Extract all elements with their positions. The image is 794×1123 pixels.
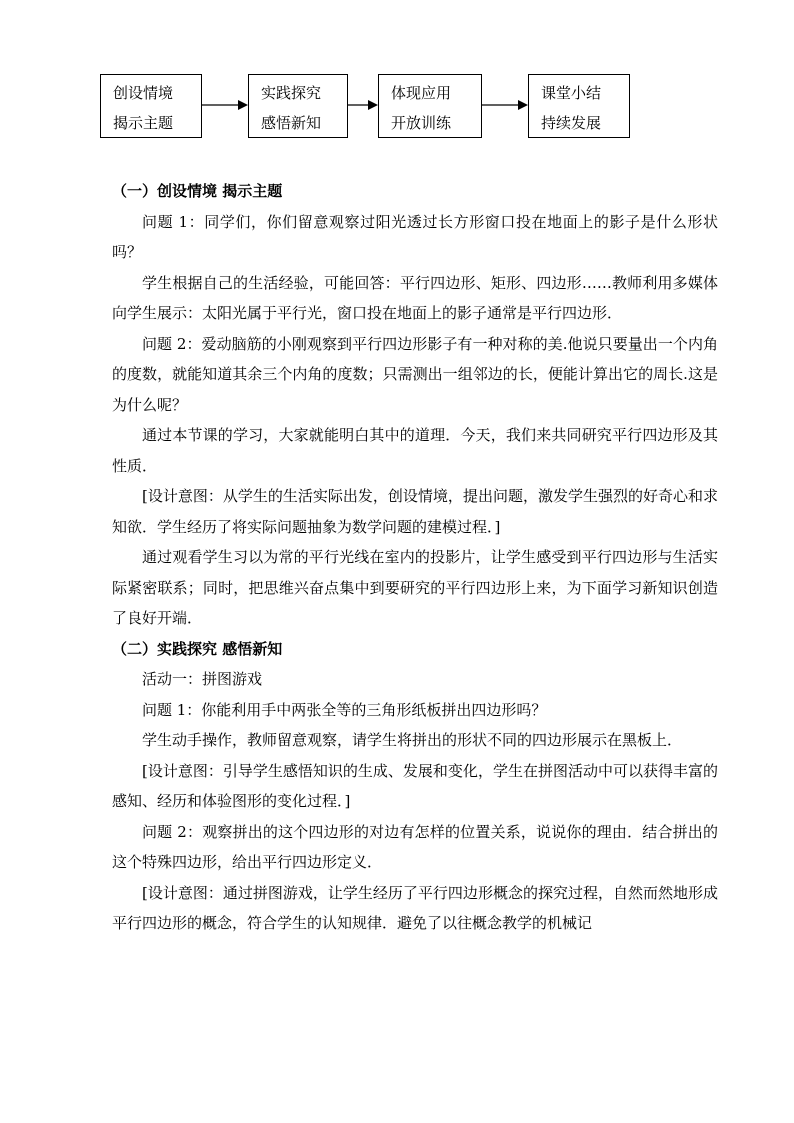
section2-question-2: 问题 2：观察拼出的这个四边形的对边有怎样的位置关系，说说你的理由．结合拼出的这个特殊四边形，给出平行四边形定义．: [112, 822, 718, 871]
flow-box-1: [100, 74, 202, 138]
section2-student-operation: 学生动手操作，教师留意观察，请学生将拼出的形状不同的四边形展示在黑板上．: [142, 731, 683, 749]
flow-box-3-line2: 开放训练: [391, 114, 452, 132]
flow-box-2-line2: 感悟新知: [261, 114, 322, 132]
section1-student-answer: 学生根据自己的生活经验，可能回答：平行四边形、矩形、四边形……教师利用多媒体向学生展示：太阳光属于平行光，窗口投在地面上的影子通常是平行四边形．: [112, 273, 718, 322]
flow-box-1-line2: 揭示主题: [113, 114, 174, 132]
section1-question-1: 问题 1：同学们，你们留意观察过阳光透过长方形窗口投在地面上的影子是什么形状吗？: [112, 212, 718, 261]
flow-box-2-line1: 实践探究: [261, 84, 322, 102]
section2-question-1: 问题 1：你能利用手中两张全等的三角形纸板拼出四边形吗？: [142, 700, 547, 719]
flow-box-1-line1: 创设情境: [113, 84, 174, 102]
flow-box-2: [248, 74, 348, 138]
flow-box-4-line2: 持续发展: [541, 114, 602, 132]
flowchart: [0, 0, 794, 160]
section1-design-intent: [设计意图：从学生的生活实际出发，创设情境，提出问题，激发学生强烈的好奇心和求知欲．学生经历了将实际问题抽象为数学问题的建模过程．]: [112, 487, 718, 536]
document-body: [112, 176, 718, 939]
section1-question-2: 问题 2：爱动脑筋的小刚观察到平行四边形影子有一种对称的美.他说只要量出一个内角的度数，就能知道其余三个内角的度数；只需测出一组邻边的长，便能计算出它的周长.这是为什么呢？: [112, 334, 718, 414]
section1-transition: 通过本节课的学习，大家就能明白其中的道理．今天，我们来共同研究平行四边形及其性质．: [112, 426, 718, 475]
flow-arrow-2: [348, 95, 378, 115]
section1-summary: 通过观看学生习以为常的平行光线在室内的投影片，让学生感受到平行四边形与生活实际紧密联系；同时，把思维兴奋点集中到要研究的平行四边形上来，为下面学习新知识创造了良好开端．: [112, 548, 718, 627]
flow-arrow-1: [202, 95, 248, 115]
section2-design-intent-2: [设计意图：通过拼图游戏，让学生经历了平行四边形概念的探究过程，自然而然地形成平行四边形的概念，符合学生的认知规律．避免了以往概念教学的机械记: [112, 883, 718, 932]
section2-activity-title: 活动一：拼图游戏: [142, 670, 263, 688]
section2-design-intent-1: [设计意图：引导学生感悟知识的生成、发展和变化，学生在拼图活动中可以获得丰富的感知、经历和体验图形的变化过程．]: [112, 761, 718, 810]
flow-box-3: [378, 74, 482, 138]
section1-heading: （一）创设情境 揭示主题: [112, 182, 283, 200]
flow-box-4-line1: 课堂小结: [541, 84, 602, 102]
section2-heading: （二）实践探究 感悟新知: [112, 639, 283, 658]
flow-box-4: [528, 74, 630, 138]
flow-arrow-3: [482, 95, 528, 115]
flow-box-3-line1: 体现应用: [391, 84, 452, 102]
